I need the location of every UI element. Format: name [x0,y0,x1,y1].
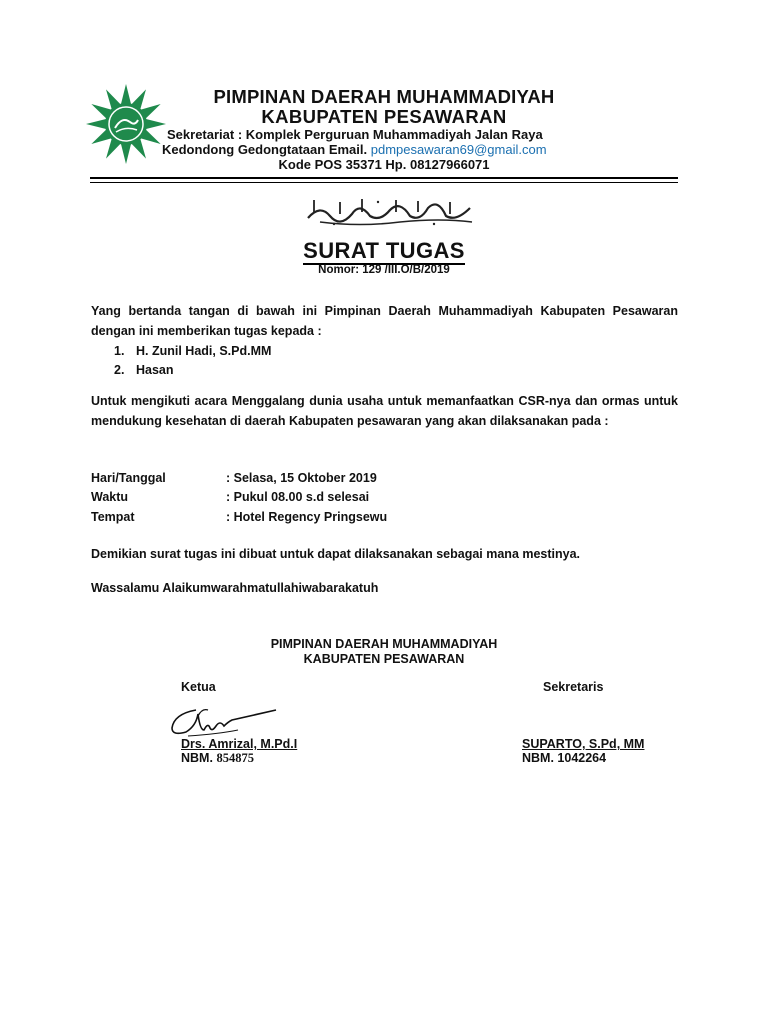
assignee-name: H. Zunil Hadi, S.Pd.MM [136,344,272,358]
letterhead-regency-name: KABUPATEN PESAWARAN [261,106,507,127]
chairman-nbm-number: 854875 [216,751,254,765]
letterhead-address-line1: Sekretariat : Komplek Perguruan Muhammadiyah Jalan Raya [167,127,543,142]
list-item [114,342,271,361]
assignee-name: Hasan [136,363,174,377]
detail-row-place [91,510,387,524]
purpose-paragraph: Untuk mengikuti acara Menggalang dunia usaha untuk memanfaatkan CSR-nya dan ormas untuk mendukung kesehatan di daerah Kabupaten pesawaran yang akan dilaksanakan pada : [91,394,678,428]
detail-label: Tempat [91,510,135,524]
letterhead-postal-phone: Kode POS 35371 Hp. 08127966071 [278,157,490,172]
assignee-list [114,342,271,380]
chairman-nbm-label: NBM. [181,751,213,765]
closing-salutation: Wassalamu Alaikumwarahmatullahiwabarakatuh [91,581,379,595]
secretary-role: Sekretaris [543,680,604,694]
list-item [114,361,271,380]
detail-label: Hari/Tanggal [91,471,166,485]
closing-sentence: Demikian surat tugas ini dibuat untuk dapat dilaksanakan sebagai mana mestinya. [91,547,581,561]
chairman-nbm [181,751,254,766]
detail-value: : Pukul 08.00 s.d selesai [226,490,370,504]
detail-value: : Selasa, 15 Oktober 2019 [226,471,377,485]
document-title [0,238,768,264]
detail-value: : Hotel Regency Pringsewu [226,510,388,524]
intro-paragraph: Yang bertanda tangan di bawah ini Pimpinan Daerah Muhammadiyah Kabupaten Pesawaran dengan ini memberikan tugas kepada : [91,304,678,338]
muhammadiyah-logo-icon [84,82,168,166]
list-item-number: 2. [114,363,125,377]
document-number: Nomor: 129 /III.O/B/2019 [318,264,450,276]
detail-label: Waktu [91,490,129,504]
signature-regency-name: KABUPATEN PESAWARAN [303,652,465,666]
letterhead-address-prefix: Kedondong Gedongtataan Email. [162,142,368,157]
chairman-name: Drs. Amrizal, M.Pd.I [181,737,298,751]
letterhead-org-name: PIMPINAN DAERAH MUHAMMADIYAH [213,86,555,107]
document-title-text: SURAT TUGAS [303,238,465,263]
detail-row-date [91,471,377,485]
letterhead-address-line2 [162,142,547,157]
chairman-signature-icon [168,700,280,742]
letterhead-divider-thick [90,177,678,179]
secretary-name: SUPARTO, S.Pd, MM [522,737,645,751]
letterhead-email-link[interactable]: pdmpesawaran69@gmail.com [370,142,547,157]
chairman-role: Ketua [181,680,216,694]
secretary-nbm: NBM. 1042264 [522,751,607,765]
letterhead-divider-thin [90,182,678,183]
list-item-number: 1. [114,344,125,358]
detail-row-time [91,490,369,504]
signature-org-name: PIMPINAN DAERAH MUHAMMADIYAH [270,637,498,651]
basmalah-calligraphy-icon [300,194,480,228]
